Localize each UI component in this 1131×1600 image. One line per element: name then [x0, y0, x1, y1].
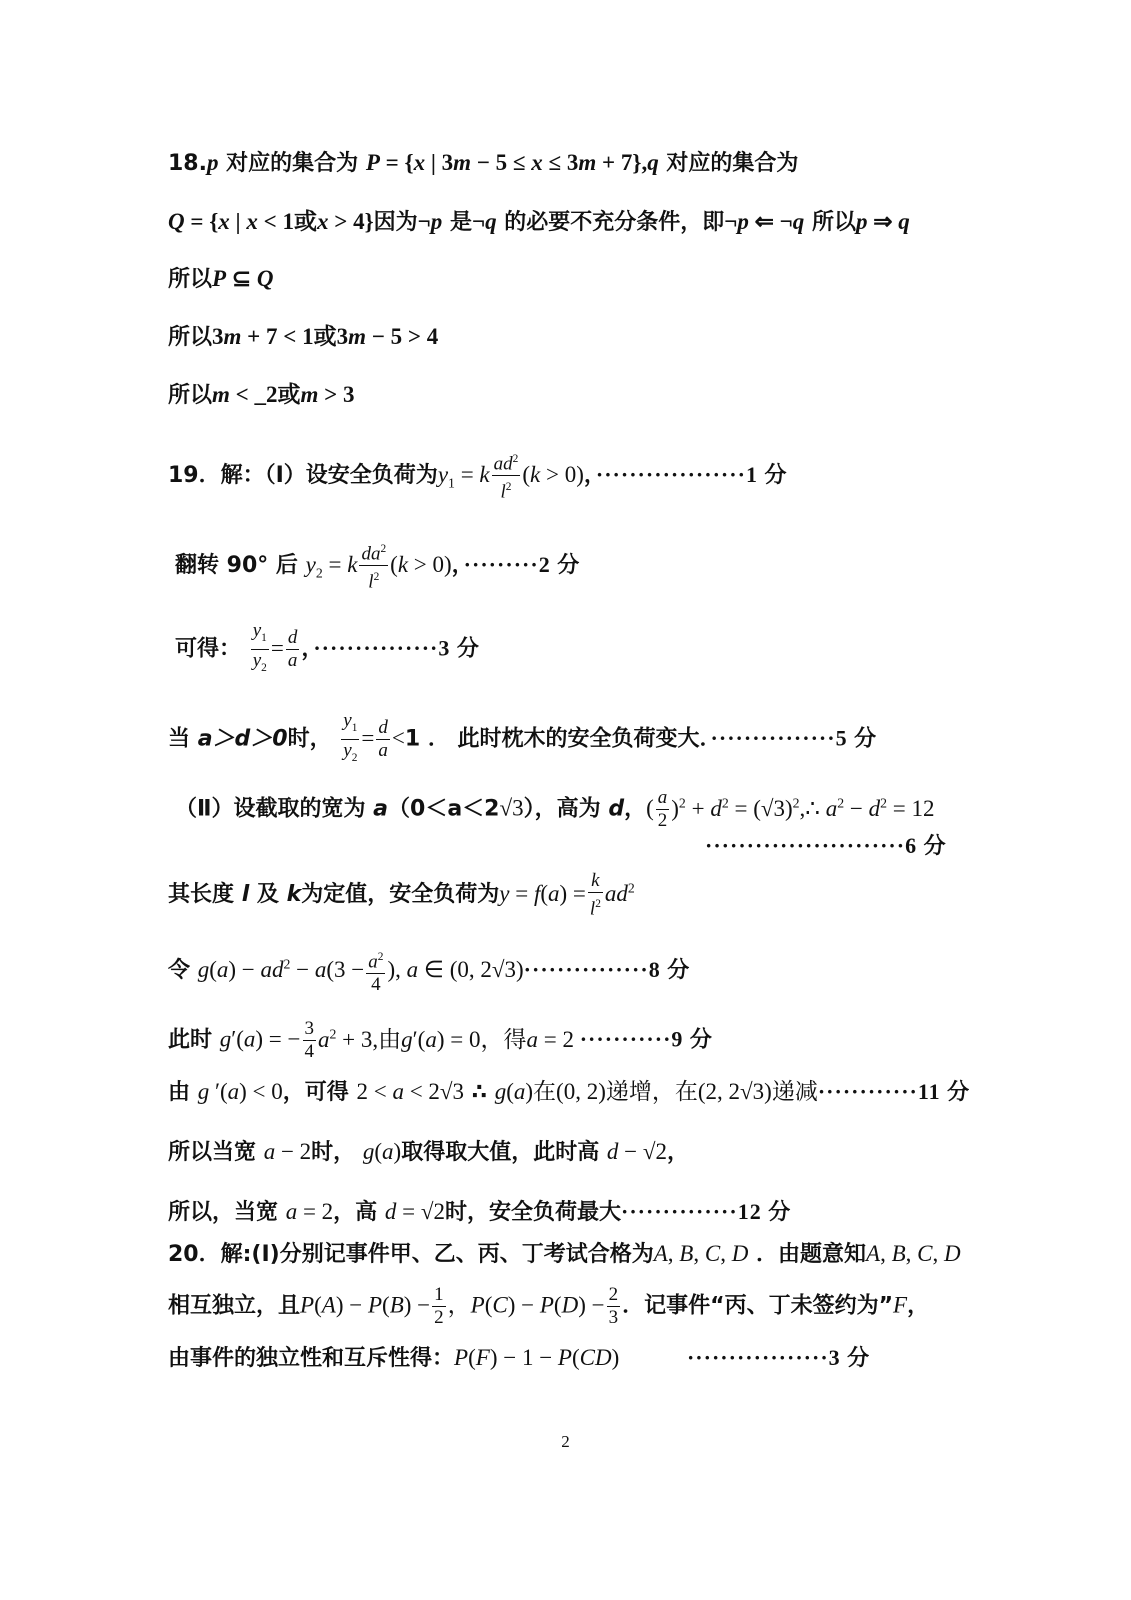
q19-line-1: 19．解：（Ⅰ）设安全负荷为$y_1 = k$ $\frac{ad^2}{l^2}$ (k > 0)，··················1 分: [168, 448, 787, 504]
score-marker: ···············5 分: [710, 725, 878, 751]
text: 当: [168, 726, 191, 752]
text: 递减: [771, 1079, 818, 1104]
q18-line-5: 所以m < _2或m > 3: [168, 382, 355, 408]
q19-line-10: 由 g ′(a) < 0，可得 2 < a < 2√3 ∴ g(a)在(0, 2)递增，在(2, 2√3)递减············11 分: [168, 1079, 971, 1105]
fraction: $\frac{y_1}{y_2}$: [343, 710, 358, 764]
q18-number: 18.: [168, 151, 207, 176]
q20-line-1: 20．解:(Ⅰ)分别记事件甲、乙、丙、丁考试合格为A, B, C, D ．由题意知A, B, C, D: [168, 1241, 961, 1267]
text: 可得：: [175, 636, 242, 662]
score-marker: ，··················1 分: [583, 461, 788, 487]
text: 所以当宽: [168, 1140, 257, 1165]
text: 其长度: [168, 882, 235, 908]
text: （0＜a＜2: [388, 796, 500, 822]
text: 递增，在: [605, 1079, 698, 1104]
page-number: 2: [561, 1432, 570, 1451]
text: d: [608, 796, 625, 822]
text: k: [286, 882, 302, 908]
q19-line-2: 翻转 90° 后 $y_2 = k$ $\frac{da^2}{l^2}$ (k > 0)，·········2 分: [175, 538, 580, 594]
text: 是: [449, 210, 472, 235]
q19-line-5: （Ⅱ）设截取的宽为 a（0＜a＜2√3），高为 d，( $\frac{a}{2}$ )$^2 + d^2$ = $(√3)^2,\therefore$ $a^2 - d^2 = 12$: [175, 787, 935, 832]
text: 所以: [811, 210, 856, 235]
fraction: $\frac{y_1}{y_2}$: [252, 620, 267, 674]
fraction: $\frac{3}{4}$: [304, 1018, 314, 1063]
q19-line-8: 令 $g(a) - ad^2 - a(3$ − $\frac{a^2}{4}$ ), a ∈ (0, 2√3)···············8 分: [168, 946, 690, 996]
fraction: $\frac{a^2}{4}$: [366, 946, 385, 996]
score-marker: ············11 分: [817, 1079, 971, 1104]
fraction: $\frac{ad^2}{l^2}$: [492, 448, 521, 504]
fraction: $\frac{1}{2}$: [434, 1284, 444, 1328]
text: 所以: [168, 383, 213, 408]
text: 翻转 90° 后: [175, 552, 298, 578]
text: 的必要不充分条件，即: [504, 210, 725, 235]
text: q: [647, 150, 659, 175]
text: ．记事件“丙、丁未签约为”: [622, 1293, 894, 1319]
text: 令: [168, 958, 191, 984]
text: 时，: [311, 1140, 356, 1165]
text: 此时: [168, 1027, 213, 1053]
score-marker: ···········9 分: [579, 1026, 713, 1052]
q19-heading: 19．解：（Ⅰ）设安全负荷为: [168, 462, 438, 488]
text: ，高: [333, 1200, 378, 1225]
score-marker: ···············8 分: [523, 957, 691, 983]
text: a: [373, 796, 389, 822]
text: a＞d＞0: [197, 726, 288, 752]
q19-line-12: 所以，当宽 a = 2，高 d = √2时，安全负荷最大··············12 分: [168, 1199, 792, 1225]
text: ，: [907, 1293, 930, 1319]
text: 由事件的独立性和互斥性得：: [168, 1346, 455, 1371]
text: 因为: [373, 210, 418, 235]
text: l: [241, 882, 250, 908]
fraction: $\frac{k}{l^2}$: [589, 870, 601, 920]
fraction: $\frac{a}{2}$: [657, 787, 668, 832]
fraction: $\frac{2}{3}$: [608, 1284, 619, 1328]
fraction: $\frac{da^2}{l^2}$: [359, 538, 388, 594]
text: 所以，当宽: [168, 1200, 279, 1225]
text: 时，: [287, 726, 332, 752]
q20-heading: 20．解:(Ⅰ)分别记事件甲、乙、丙、丁考试合格为: [168, 1242, 654, 1267]
text: 所以: [168, 267, 213, 292]
score-marker: ，·········2 分: [451, 551, 581, 577]
text: ），高为: [523, 796, 601, 822]
q19-line-4: 当 a＞d＞0时， $\frac{y_1}{y_2}$ = $\frac{d}{a}$ <1 ． 此时枕木的安全负荷变大．···············5 分: [168, 710, 877, 769]
q18-line-1: 18.p 对应的集合为 P = {x | 3m − 5 ≤ x ≤ 3m + 7},q 对应的集合为: [168, 150, 799, 176]
text: 由: [168, 1080, 191, 1105]
text: 取得取大值，此时高: [401, 1140, 600, 1165]
score-marker: ························6 分: [705, 833, 947, 858]
text: 所以: [168, 325, 213, 350]
q20-line-3: 由事件的独立性和互斥性得：P(F) − 1 − P(CD) ·················3 分: [168, 1345, 871, 1371]
q18-line-3: 所以P ⊆ Q: [168, 266, 274, 292]
text: 为定值，安全负荷为: [301, 882, 500, 908]
text: 对应的集合为: [666, 151, 799, 176]
score-marker: ··············12 分: [620, 1199, 792, 1224]
fraction: $\frac{d}{a}$: [287, 626, 298, 671]
text: 对应的集合为: [226, 151, 359, 176]
score-marker: ，···············3 分: [301, 635, 480, 661]
q19-line-7: 其长度 l 及 k为定值，安全负荷为y = f(a) = $\frac{k}{l^2}$ $ad^2$: [168, 870, 635, 920]
text: ，: [624, 796, 647, 822]
text: 1 ． 此时枕木的安全负荷变大．: [404, 726, 711, 752]
text: 及: [256, 882, 279, 908]
q19-line-11: 所以当宽 a − 2时， g(a)取得取大值，此时高 d − √2，: [168, 1139, 690, 1165]
text: （Ⅱ）设截取的宽为: [175, 796, 366, 822]
q20-line-2: 相互独立，且P(A) − P(B) − $\frac{1}{2}$ ，P(C) − P(D) − $\frac{2}{3}$ ．记事件“丙、丁未签约为”F，: [168, 1284, 930, 1328]
text: ，可得: [282, 1080, 349, 1105]
q18-line-4: 所以3m + 7 < 1或3m − 5 > 4: [168, 324, 439, 350]
text: ∴: [471, 1080, 488, 1105]
q19-line-9: 此时 g′(a) = − $\frac{3}{4}$ $a^2 + 3$,由g′(a) = 0，得a = 2 ···········9 分: [168, 1018, 713, 1063]
q18-line-2: Q = {x | x < 1或x > 4}因为¬p 是¬q 的必要不充分条件，即¬p ⇐ ¬q 所以p ⇒ q: [168, 209, 910, 235]
text: ，: [667, 1140, 690, 1165]
text: ．由题意知: [755, 1242, 866, 1267]
score-marker: ·················3 分: [686, 1345, 871, 1370]
text: 时，安全负荷最大: [444, 1200, 621, 1225]
text: 相互独立，且: [168, 1293, 301, 1319]
q19-line-6: [705, 830, 947, 863]
fraction: $\frac{d}{a}$: [378, 716, 388, 761]
q19-line-3: 可得： $\frac{y_1}{y_2}$ = $\frac{d}{a}$ ，···············3 分: [175, 620, 480, 679]
